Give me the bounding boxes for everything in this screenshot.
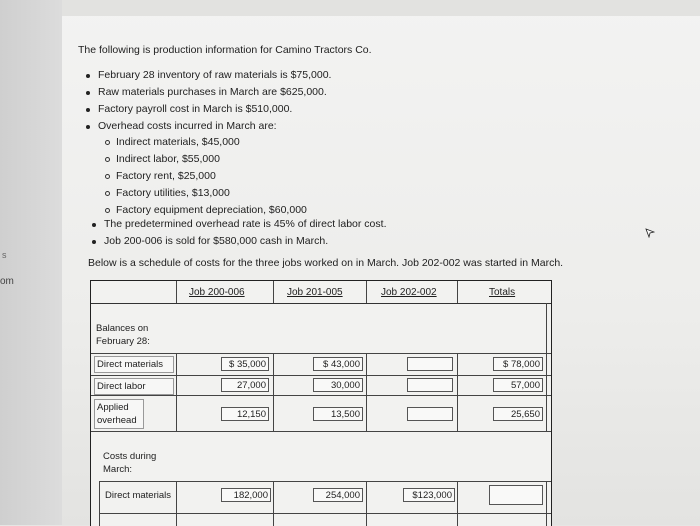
- col-divider: [176, 353, 177, 431]
- info-bullets: [84, 67, 331, 135]
- col-divider: [176, 281, 177, 303]
- col-divider: [457, 481, 458, 526]
- top-border: [62, 0, 700, 16]
- row-label-direct-labor: Direct labor: [94, 378, 174, 395]
- row-divider: [99, 481, 551, 482]
- schedule-intro: Below is a schedule of costs for the three jobs worked on in March. Job 202-002 was started in March.: [88, 257, 564, 269]
- bullet-item: February 28 inventory of raw materials is $75,000.: [84, 67, 331, 84]
- costs-during-march-label: Costs during March:: [103, 451, 157, 475]
- cell-job202-applied-overhead[interactable]: [407, 407, 453, 421]
- cell-job201-applied-overhead[interactable]: 13,500: [313, 407, 363, 421]
- overhead-bullets: [104, 134, 307, 219]
- row-divider: [91, 353, 551, 354]
- balances-label: Balances on February 28:: [96, 323, 150, 347]
- overhead-item: Indirect labor, $55,000: [104, 151, 307, 168]
- col-divider: [457, 353, 458, 431]
- job-cost-schedule-table: [90, 280, 552, 526]
- col-divider: [99, 481, 100, 526]
- col-divider: [176, 481, 177, 526]
- cell-job200-applied-overhead[interactable]: 12,150: [221, 407, 269, 421]
- overhead-item: Factory equipment depreciation, $60,000: [104, 202, 307, 219]
- overhead-item: Indirect materials, $45,000: [104, 134, 307, 151]
- cell-job200-direct-labor[interactable]: 27,000: [221, 378, 269, 392]
- cell-total-applied-overhead[interactable]: 25,650: [493, 407, 543, 421]
- row-divider: [91, 395, 551, 396]
- row-label-march-direct-materials: Direct materials: [105, 490, 171, 501]
- col-divider: [457, 281, 458, 303]
- col-divider: [273, 353, 274, 431]
- col-divider: [546, 303, 547, 431]
- row-divider: [91, 375, 551, 376]
- row-divider: [91, 431, 551, 432]
- bullet-item: Factory payroll cost in March is $510,000.: [84, 101, 331, 118]
- bullet-item: Overhead costs incurred in March are:: [84, 118, 331, 135]
- row-divider: [99, 513, 551, 514]
- col-divider: [273, 481, 274, 526]
- col-divider: [366, 481, 367, 526]
- document-page: [62, 0, 700, 525]
- cell-job201-direct-materials[interactable]: $ 43,000: [313, 357, 363, 371]
- cell-job202-march-direct-materials[interactable]: $123,000: [403, 488, 455, 502]
- mouse-cursor-icon: [645, 228, 655, 238]
- row-label-direct-materials: Direct materials: [94, 356, 174, 373]
- header-divider: [91, 303, 551, 304]
- col-header-job-201-005: Job 201-005: [287, 287, 343, 298]
- cell-job200-direct-materials[interactable]: $ 35,000: [221, 357, 269, 371]
- overhead-item: Factory utilities, $13,000: [104, 185, 307, 202]
- col-divider: [273, 281, 274, 303]
- rate-bullets: [90, 216, 387, 250]
- background-window-strip: [0, 0, 62, 525]
- cell-total-direct-materials[interactable]: $ 78,000: [493, 357, 543, 371]
- side-text-fragment: om: [0, 276, 14, 287]
- cell-job202-direct-labor[interactable]: [407, 378, 453, 392]
- cell-job201-direct-labor[interactable]: 30,000: [313, 378, 363, 392]
- cell-total-march-direct-materials[interactable]: [489, 485, 543, 505]
- col-divider: [366, 281, 367, 303]
- bullet-item: The predetermined overhead rate is 45% of direct labor cost.: [90, 216, 387, 233]
- side-mark: s: [2, 250, 7, 260]
- row-label-applied-overhead: Applied overhead: [94, 399, 144, 429]
- overhead-item: Factory rent, $25,000: [104, 168, 307, 185]
- cell-total-direct-labor[interactable]: 57,000: [493, 378, 543, 392]
- cell-job200-march-direct-materials[interactable]: 182,000: [221, 488, 271, 502]
- col-header-job-200-006: Job 200-006: [189, 287, 245, 298]
- col-header-totals: Totals: [489, 287, 516, 298]
- cell-job201-march-direct-materials[interactable]: 254,000: [313, 488, 363, 502]
- col-divider: [546, 481, 547, 526]
- col-header-job-202-002: Job 202-002: [381, 287, 437, 298]
- bullet-item: Job 200-006 is sold for $580,000 cash in March.: [90, 233, 387, 250]
- cell-job202-direct-materials[interactable]: [407, 357, 453, 371]
- bullet-item: Raw materials purchases in March are $625,000.: [84, 84, 331, 101]
- col-divider: [366, 353, 367, 431]
- intro-text: The following is production information for Camino Tractors Co.: [78, 44, 372, 56]
